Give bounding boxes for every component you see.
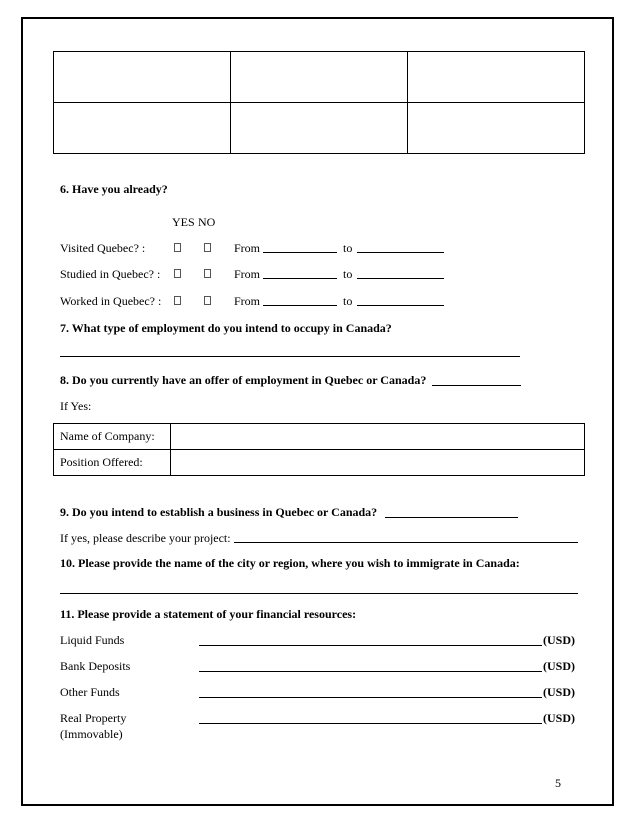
visited-label: Visited Quebec? : — [60, 241, 146, 255]
visited-from-label: From — [234, 241, 261, 255]
table-row — [54, 103, 585, 154]
worked-label: Worked in Quebec? : — [60, 294, 162, 308]
real-property-field[interactable] — [199, 723, 542, 724]
table-cell[interactable] — [231, 103, 408, 154]
q7-answer-field[interactable] — [60, 356, 520, 357]
company-name-field[interactable] — [171, 424, 585, 450]
q10-title: 10. Please provide the name of the city or region, where you wish to immigrate in Canada: — [60, 556, 520, 570]
yes-header: YES — [172, 215, 195, 229]
table-cell[interactable] — [54, 103, 231, 154]
visited-to-field[interactable] — [357, 252, 444, 253]
liquid-funds-label: Liquid Funds — [60, 633, 125, 647]
q8-answer-field[interactable] — [432, 385, 521, 386]
other-funds-currency: (USD) — [543, 685, 575, 699]
table-row — [54, 450, 585, 476]
position-offered-label: Position Offered: — [54, 450, 171, 476]
studied-from-field[interactable] — [263, 278, 337, 279]
q9-answer-field[interactable] — [385, 517, 518, 518]
top-table — [53, 51, 585, 154]
bank-deposits-field[interactable] — [199, 671, 542, 672]
real-property-sublabel: (Immovable) — [60, 727, 123, 741]
studied-to-field[interactable] — [357, 278, 444, 279]
table-cell[interactable] — [408, 103, 585, 154]
worked-to-field[interactable] — [357, 305, 444, 306]
table-cell[interactable] — [54, 52, 231, 103]
worked-from-field[interactable] — [263, 305, 337, 306]
page-number: 5 — [555, 776, 561, 790]
company-name-label: Name of Company: — [54, 424, 171, 450]
position-offered-field[interactable] — [171, 450, 585, 476]
worked-from-label: From — [234, 294, 261, 308]
table-row — [54, 424, 585, 450]
table-row — [54, 52, 585, 103]
q6-title: 6. Have you already? — [60, 182, 168, 196]
liquid-funds-currency: (USD) — [543, 633, 575, 647]
bank-deposits-label: Bank Deposits — [60, 659, 131, 673]
q10-answer-field[interactable] — [60, 593, 578, 594]
q8-title: 8. Do you currently have an offer of employment in Quebec or Canada? — [60, 373, 427, 387]
visited-yes-checkbox[interactable] — [174, 243, 181, 252]
studied-no-checkbox[interactable] — [204, 269, 211, 278]
q9-title: 9. Do you intend to establish a business in Quebec or Canada? — [60, 505, 378, 519]
q9-project-field[interactable] — [234, 542, 578, 543]
worked-to-label: to — [343, 294, 353, 308]
bank-deposits-currency: (USD) — [543, 659, 575, 673]
real-property-label: Real Property — [60, 711, 127, 725]
q7-title: 7. What type of employment do you intend to occupy in Canada? — [60, 321, 392, 335]
q11-title: 11. Please provide a statement of your financial resources: — [60, 607, 357, 621]
studied-to-label: to — [343, 267, 353, 281]
visited-to-label: to — [343, 241, 353, 255]
other-funds-label: Other Funds — [60, 685, 120, 699]
table-cell[interactable] — [408, 52, 585, 103]
table-cell[interactable] — [231, 52, 408, 103]
q9-describe-label: If yes, please describe your project: — [60, 531, 231, 545]
if-yes-label: If Yes: — [60, 399, 92, 413]
studied-label: Studied in Quebec? : — [60, 267, 161, 281]
worked-yes-checkbox[interactable] — [174, 296, 181, 305]
liquid-funds-field[interactable] — [199, 645, 542, 646]
company-table — [53, 423, 585, 476]
studied-yes-checkbox[interactable] — [174, 269, 181, 278]
other-funds-field[interactable] — [199, 697, 542, 698]
studied-from-label: From — [234, 267, 261, 281]
real-property-currency: (USD) — [543, 711, 575, 725]
worked-no-checkbox[interactable] — [204, 296, 211, 305]
visited-from-field[interactable] — [263, 252, 337, 253]
no-header: NO — [198, 215, 216, 229]
visited-no-checkbox[interactable] — [204, 243, 211, 252]
